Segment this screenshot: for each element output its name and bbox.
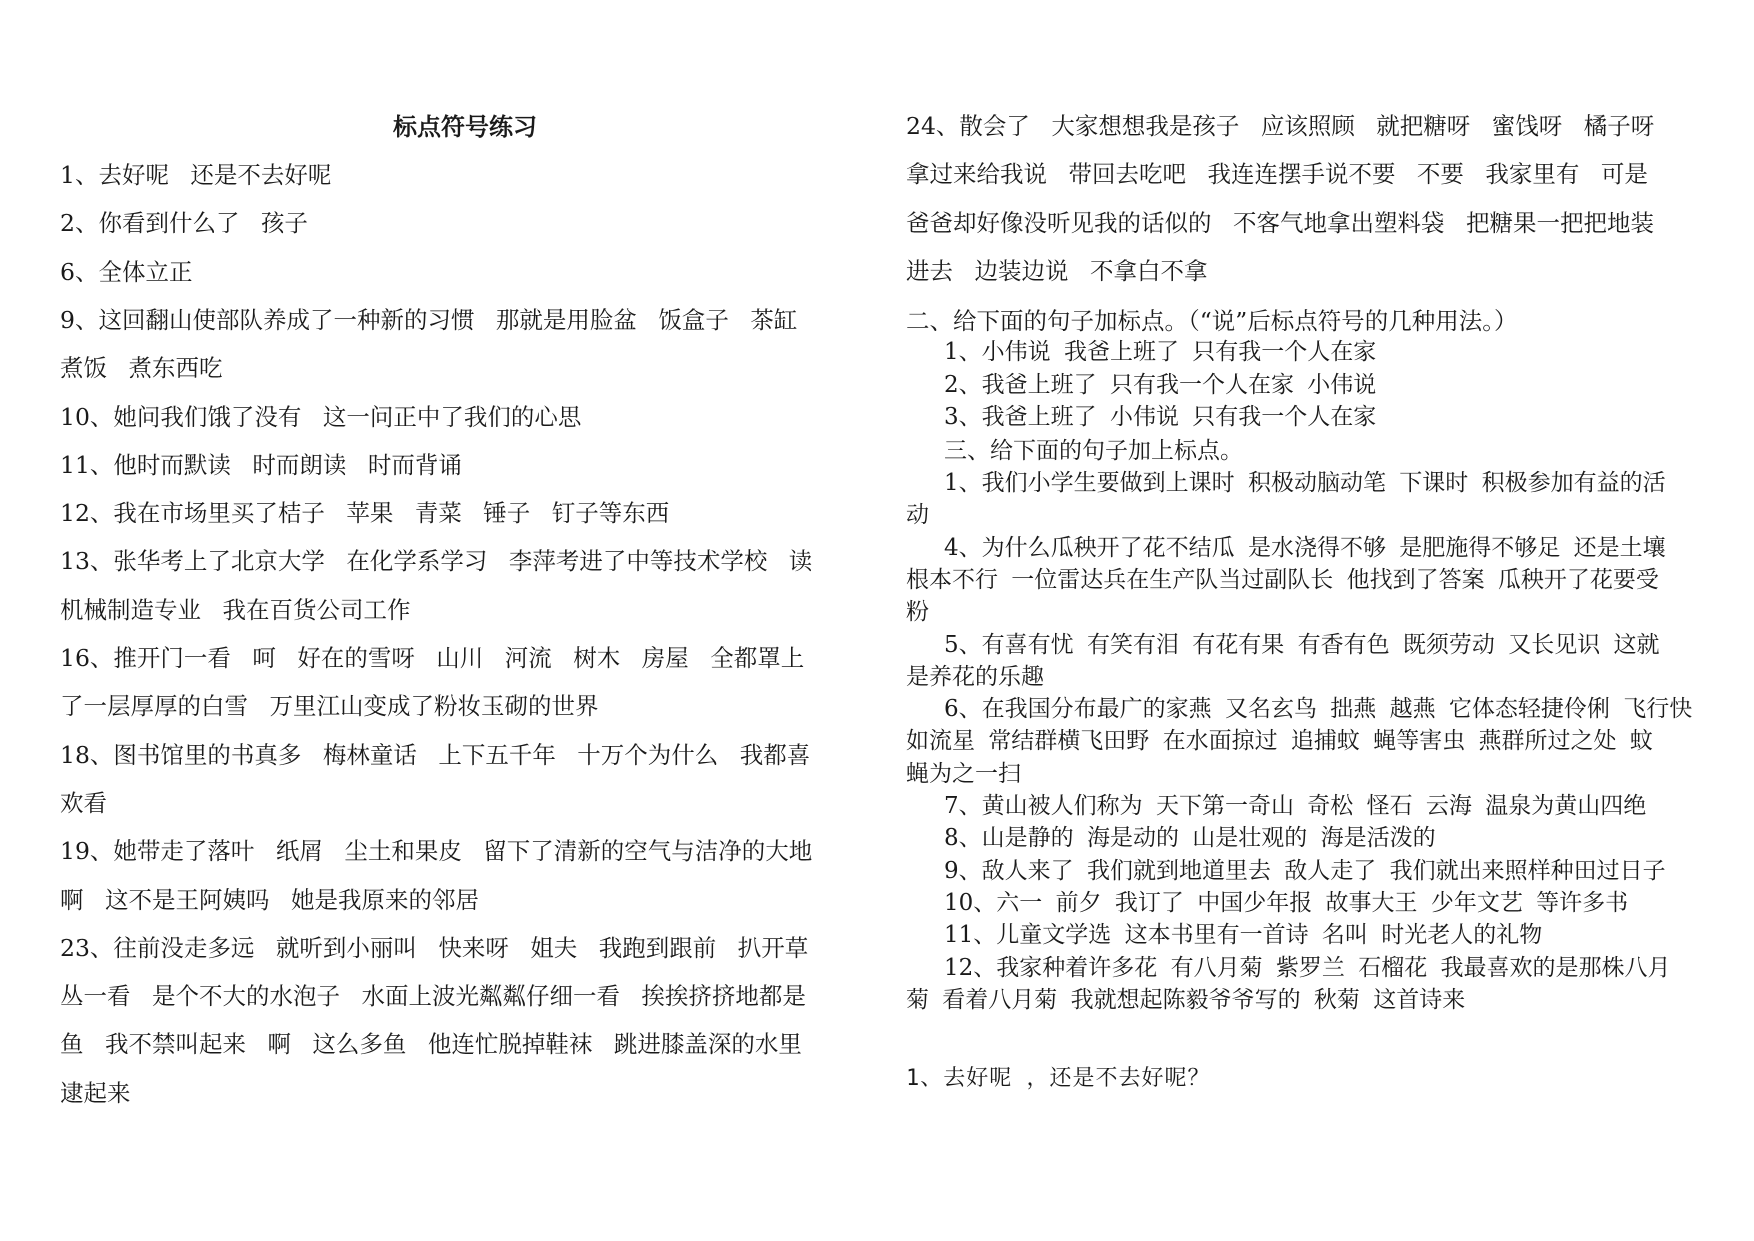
exercise-line: 2、你看到什么了 孩子: [60, 209, 308, 238]
section-3-line: 粉: [906, 599, 929, 626]
section-2-item: 1、小伟说 我爸上班了 只有我一个人在家: [944, 339, 1377, 365]
section-3-heading: 三、给下面的句子加上标点。: [944, 438, 1243, 464]
answer-line: 1、去好呢 ，还是不去好呢？: [906, 1066, 1211, 1091]
exercise-line: 啊 这不是王阿姨吗 她是我原来的邻居: [60, 885, 479, 914]
exercise-line: 9、这回翻山使部队养成了一种新的习惯 那就是用脸盆 饭盒子 茶缸: [60, 305, 798, 334]
section-2-heading: 二、给下面的句子加标点。（“说”后标点符号的几种用法。）: [906, 307, 1518, 335]
section-3-line: 12、我家种着许多花 有八月菊 紫罗兰 石榴花 我最喜欢的是那株八月: [944, 954, 1671, 981]
exercise-line: 丛一看 是个不大的水泡子 水面上波光粼粼仔细一看 挨挨挤挤地都是: [60, 982, 806, 1011]
exercise-line: 拿过来给我说 带回去吃吧 我连连摆手说不要 不要 我家里有 可是: [906, 160, 1648, 189]
exercise-line: 欢看: [60, 788, 107, 817]
exercise-line: 6、全体立正: [60, 257, 193, 286]
exercise-line: 13、张华考上了北京大学 在化学系学习 李萍考进了中等技术学校 读: [60, 547, 813, 576]
exercise-line: 鱼 我不禁叫起来 啊 这么多鱼 他连忙脱掉鞋袜 跳进膝盖深的水里: [60, 1030, 802, 1059]
exercise-line: 煮饭 煮东西吃: [60, 354, 223, 383]
section-3-line: 11、儿童文学选 这本书里有一首诗 名叫 时光老人的礼物: [944, 922, 1543, 949]
exercise-line: 18、图书馆里的书真多 梅林童话 上下五千年 十万个为什么 我都喜: [60, 740, 811, 769]
exercise-line: 逮起来: [60, 1078, 131, 1107]
exercise-line: 1、去好呢 还是不去好呢: [60, 161, 332, 189]
section-3-line: 动: [906, 502, 929, 529]
section-3-line: 菊 看着八月菊 我就想起陈毅爷爷写的 秋菊 这首诗来: [906, 986, 1466, 1013]
exercise-line: 23、往前没走多远 就听到小丽叫 快来呀 姐夫 我跑到跟前 扒开草: [60, 933, 809, 962]
section-2-item: 3、我爸上班了 小伟说 只有我一个人在家: [944, 404, 1377, 430]
section-3-line: 6、在我国分布最广的家燕 又名玄鸟 拙燕 越燕 它体态轻捷伶俐 飞行快: [944, 696, 1693, 723]
section-3-line: 1、我们小学生要做到上课时 积极动脑动笔 下课时 积极参加有益的活: [944, 470, 1666, 496]
section-3-line: 10、六一 前夕 我订了 中国少年报 故事大王 少年文艺 等许多书: [944, 889, 1629, 916]
exercise-line: 机械制造专业 我在百货公司工作: [60, 595, 411, 624]
exercise-line: 10、她问我们饿了没有 这一问正中了我们的心思: [60, 402, 582, 431]
section-3-line: 蝇为之一扫: [906, 760, 1021, 787]
exercise-line: 进去 边装边说 不拿白不拿: [906, 256, 1208, 285]
section-3-line: 7、黄山被人们称为 天下第一奇山 奇松 怪石 云海 温泉为黄山四绝: [944, 793, 1647, 819]
exercise-line: 爸爸却好像没听见我的话似的 不客气地拿出塑料袋 把糖果一把把地装: [906, 208, 1654, 237]
section-3-line: 根本不行 一位雷达兵在生产队当过副队长 他找到了答案 瓜秧开了花要受: [906, 566, 1659, 593]
exercise-line: 12、我在市场里买了桔子 苹果 青菜 锤子 钉子等东西: [60, 499, 670, 528]
exercise-line: 24、散会了 大家想想我是孩子 应该照顾 就把糖呀 蜜饯呀 橘子呀: [906, 112, 1655, 140]
page-title: 标点符号练习: [393, 112, 537, 141]
section-3-line: 5、有喜有忧 有笑有泪 有花有果 有香有色 既须劳动 又长见识 这就: [944, 631, 1660, 658]
exercise-line: 了一层厚厚的白雪 万里江山变成了粉妆玉砌的世界: [60, 692, 599, 721]
exercise-line: 19、她带走了落叶 纸屑 尘土和果皮 留下了清新的空气与洁净的大地: [60, 837, 813, 866]
exercise-line: 11、他时而默读 时而朗读 时而背诵: [60, 450, 462, 479]
section-3-line: 如流星 常结群横飞田野 在水面掠过 追捕蚊 蝇等害虫 燕群所过之处 蚊: [906, 728, 1653, 755]
section-3-line: 8、山是静的 海是动的 山是壮观的 海是活泼的: [944, 825, 1436, 852]
section-3-line: 是养花的乐趣: [906, 663, 1044, 690]
section-3-line: 9、敌人来了 我们就到地道里去 敌人走了 我们就出来照样种田过日子: [944, 857, 1666, 884]
section-2-item: 2、我爸上班了 只有我一个人在家 小伟说: [944, 371, 1377, 398]
section-3-line: 4、为什么瓜秧开了花不结瓜 是水浇得不够 是肥施得不够足 还是土壤: [944, 534, 1666, 561]
exercise-line: 16、推开门一看 呵 好在的雪呀 山川 河流 树木 房屋 全都罩上: [60, 644, 805, 672]
